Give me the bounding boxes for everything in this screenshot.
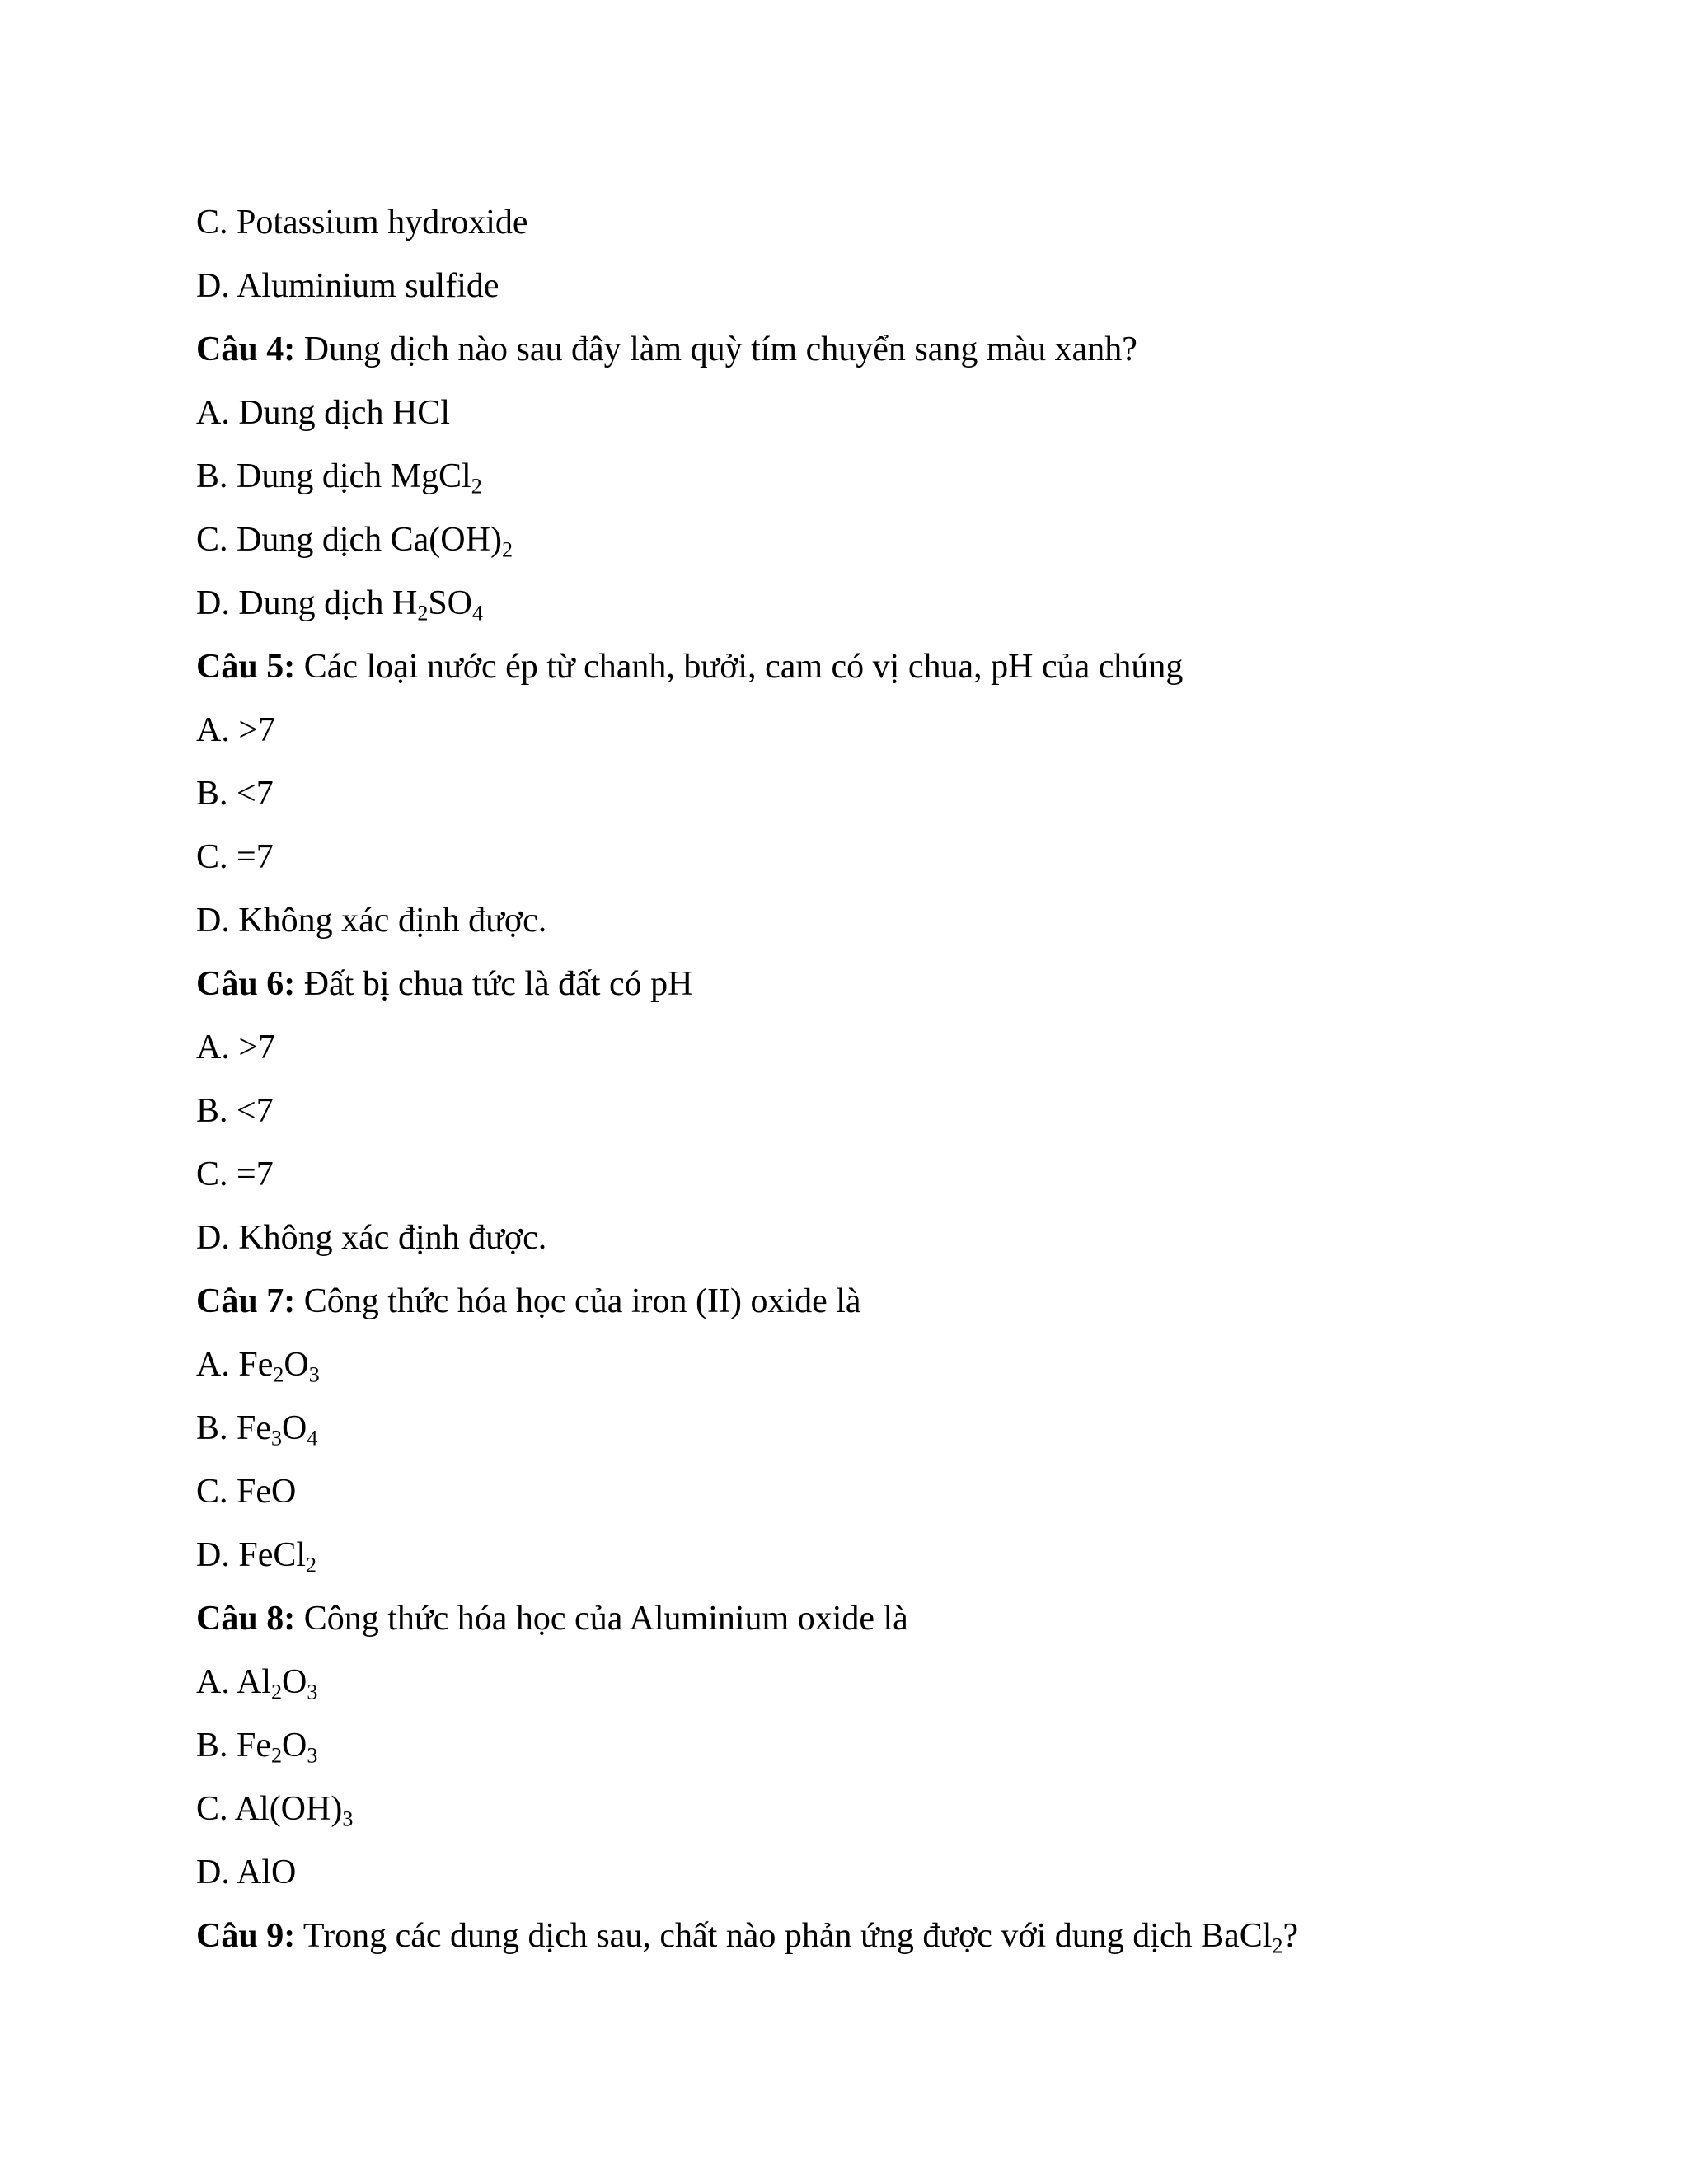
line-text: A. Al [196,1663,272,1701]
question-number: Câu 9: [196,1917,296,1955]
subscript: 2 [417,601,429,626]
line-text: B. <7 [196,1092,274,1130]
answer-option [196,1016,1482,1080]
line-text: D. Không xác định được. [196,902,547,940]
answer-option [196,699,1482,762]
line-text: C. =7 [196,1155,274,1193]
subscript: 3 [307,1743,318,1768]
line-text: O [284,1346,309,1384]
subscript: 3 [308,1362,320,1387]
line-text: Trong các dung dịch sau, chất nào phản ứng được với dung dịch BaCl [295,1917,1273,1955]
answer-option [196,572,1482,635]
question-line [196,953,1482,1016]
answer-option [196,762,1482,826]
question-line [196,1270,1482,1333]
line-text: A. >7 [196,1029,276,1066]
answer-option [196,889,1482,953]
line-text: Các loại nước ép từ chanh, bưởi, cam có vị chua, pH của chúng [295,648,1184,686]
question-line [196,1905,1482,1968]
line-text: C. =7 [196,838,274,876]
line-text: Công thức hóa học của Aluminium oxide là [295,1600,908,1638]
answer-option [196,445,1482,509]
line-text: C. Al(OH) [196,1790,343,1828]
line-text: D. Dung dịch H [196,584,418,622]
line-text: C. FeO [196,1473,297,1511]
line-text: A. Fe [196,1346,274,1384]
subscript: 2 [1272,1933,1283,1958]
answer-option [196,826,1482,889]
line-text: Dung dịch nào sau đây làm quỳ tím chuyển sang màu xanh? [295,330,1137,368]
subscript: 2 [273,1362,284,1387]
question-number: Câu 6: [196,965,296,1003]
line-text: B. Dung dịch MgCl [196,457,471,495]
subscript: 2 [471,474,482,499]
document-body [196,191,1482,1968]
line-text: Đất bị chua tức là đất có pH [295,965,693,1003]
line-text: C. Dung dịch Ca(OH) [196,521,502,559]
question-line [196,318,1482,382]
line-text: O [282,1663,307,1701]
question-number: Câu 5: [196,648,296,686]
line-text: D. Không xác định được. [196,1219,547,1257]
line-text: Công thức hóa học của iron (II) oxide là [295,1282,861,1320]
line-text: D. Aluminium sulfide [196,267,499,305]
line-text: O [282,1727,307,1765]
question-line [196,635,1482,699]
answer-option [196,191,1482,255]
subscript: 2 [501,537,513,562]
answer-option [196,1460,1482,1524]
subscript: 2 [271,1680,283,1704]
line-text: SO [428,584,473,622]
answer-option [196,1841,1482,1905]
line-text: ? [1282,1917,1299,1955]
question-number: Câu 7: [196,1282,296,1320]
answer-option [196,1524,1482,1587]
line-text: O [282,1409,307,1447]
question-line [196,1587,1482,1651]
answer-option [196,509,1482,572]
subscript: 3 [342,1807,354,1831]
answer-option [196,1207,1482,1270]
line-text: B. Fe [196,1727,272,1765]
subscript: 3 [307,1680,318,1704]
answer-option [196,1143,1482,1207]
answer-option [196,255,1482,318]
answer-option [196,382,1482,445]
answer-option [196,1397,1482,1460]
answer-option [196,1778,1482,1841]
line-text: B. Fe [196,1409,272,1447]
line-text: D. AlO [196,1854,297,1891]
question-number: Câu 8: [196,1600,296,1638]
subscript: 2 [271,1743,283,1768]
subscript: 2 [306,1553,317,1577]
line-text: A. >7 [196,711,276,749]
line-text: C. Potassium hydroxide [196,204,528,241]
answer-option [196,1333,1482,1397]
answer-option [196,1651,1482,1714]
subscript: 4 [472,601,484,626]
line-text: A. Dung dịch HCl [196,394,450,432]
answer-option [196,1714,1482,1778]
line-text: D. FeCl [196,1536,307,1574]
question-number: Câu 4: [196,330,296,368]
line-text: B. <7 [196,775,274,813]
answer-option [196,1080,1482,1143]
subscript: 4 [307,1426,318,1451]
subscript: 3 [271,1426,283,1451]
